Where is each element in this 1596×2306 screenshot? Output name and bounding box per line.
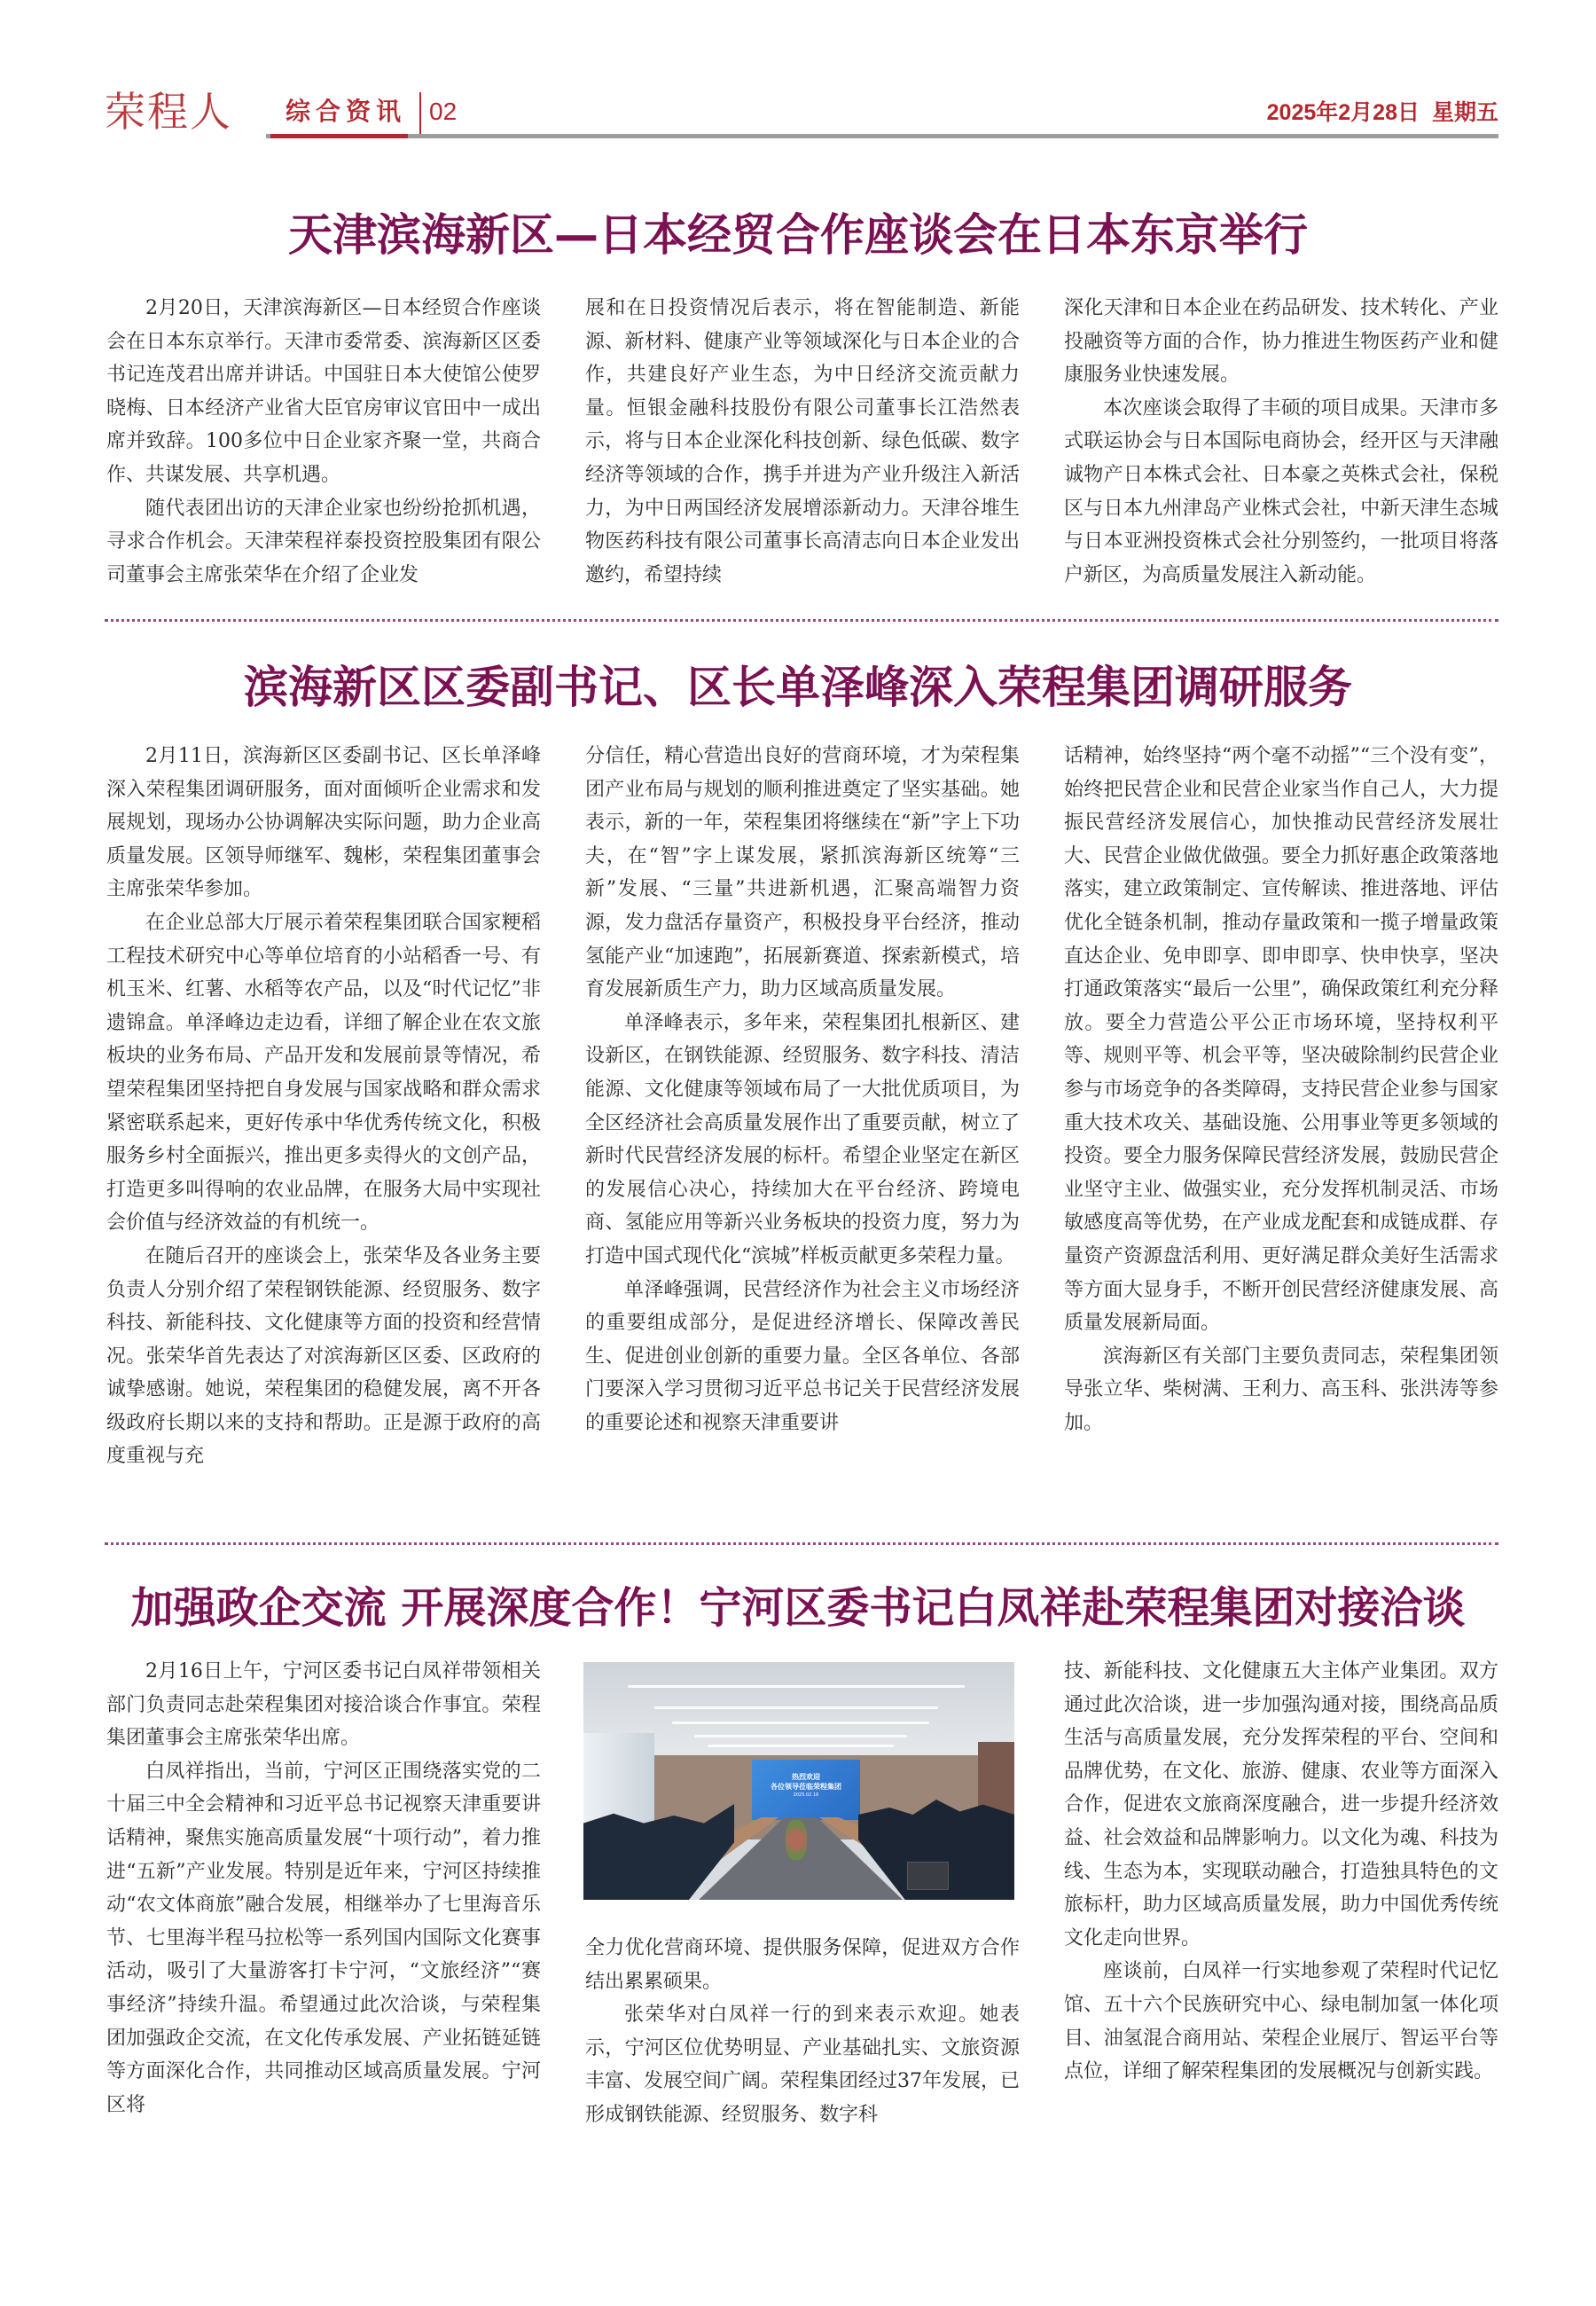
date-text: 2025年2月28日	[1266, 100, 1420, 125]
article-paragraph: 座谈前，白凤祥一行实地参观了荣程时代记忆馆、五十六个民族研究中心、绿电制加氢一体化项目、油氢混合商用站、荣程企业展厅、智运平台等点位，详细了解荣程集团的发展概况与创新实践。	[1064, 1960, 1498, 2083]
article-1-column-2	[585, 292, 1020, 592]
article-paragraph: 深化天津和日本企业在药品研发、技术转化、产业投融资等方面的合作，协力推进生物医药产业和健康服务业快速发展。	[1064, 297, 1498, 387]
article-separator	[105, 1542, 1498, 1545]
article-separator	[105, 619, 1498, 622]
article-paragraph: 全力优化营商环境、提供服务保障，促进双方合作结出累累硕果。	[585, 1937, 1020, 1993]
article-paragraph: 2月16日上午，宁河区委书记白凤祥带领相关部门负责同志赴荣程集团对接洽谈合作事宜。荣程集团董事会主席张荣华出席。	[106, 1660, 541, 1750]
article-paragraph: 话精神，始终坚持“两个毫不动摇”“三个没有变”，始终把民营企业和民营企业家当作自己人，大力提振民营经济发展信心，加快推动民营经济发展壮大、民营企业做优做强。要全力抓好惠企政策落地落实，建立政策制定、宣传解读、推进落地、评估优化全链条机制，推动存量政策和一揽子增量政策直达企业、免申即享、即申即享、快申快享，坚决打通政策落实“最后一公里”，确保政策红利充分释放。要全力营造公平公正市场环境，坚持权利平等、规则平等、机会平等，坚决破除制约民营企业参与市场竞争的各类障碍，支持民营企业参与国家重大技术攻关、基础设施、公用事业等更多领域的投资。要全力服务保障民营经济发展，鼓励民营企业坚守主业、做强实业，充分发挥机制灵活、市场敏感度高等优势，在产业成龙配套和成链成群、存量资产资源盘活利用、更好满足群众美好生活需求等方面大显身手，不断开创民营经济健康发展、高质量发展新局面。	[1064, 745, 1498, 1335]
article-paragraph: 技、新能科技、文化健康五大主体产业集团。双方通过此次洽谈，进一步加强沟通对接，围绕高品质生活与高质量发展，充分发挥荣程的平台、空间和品牌优势，在文化、旅游、健康、农业等方面深入合作，促进农文旅商深度融合，进一步提升经济效益、社会效益和品牌影响力。以文化为魂、科技为线、生态为本，实现联动融合，打造独具特色的文旅标杆，助力区域高质量发展，助力中国优秀传统文化走向世界。	[1064, 1660, 1498, 1949]
issue-date	[1267, 98, 1498, 128]
welcome-screen	[752, 1760, 860, 1820]
article-paragraph: 本次座谈会取得了丰硕的项目成果。天津市多式联运协会与日本国际电商协会，经开区与天津融诚物产日本株式会社、日本豪之英株式会社，保税区与日本九州津岛产业株式会社，中新天津生态城与日本亚洲投资株式会社分别签约，一批项目将落户新区，为高质量发展注入新动能。	[1064, 396, 1498, 586]
article-3-column-3	[1064, 1655, 1498, 2089]
article-paragraph: 在随后召开的座谈会上，张荣华及各业务主要负责人分别介绍了荣程钢铁能源、经贸服务、数字科技、新能科技、文化健康等方面的投资和经营情况。张荣华首先表达了对滨海新区区委、区政府的诚挚感谢。她说，荣程集团的稳健发展，离不开各级政府长期以来的支持和帮助。正是源于政府的高度重视与充	[106, 1244, 541, 1468]
screen-line-2: 各位领导莅临荣程集团	[771, 1783, 841, 1791]
header-divider	[419, 92, 421, 137]
article-paragraph: 张荣华对白凤祥一行的到来表示欢迎。她表示，宁河区位优势明显、产业基础扎实、文旅资源丰富、发展空间广阔。荣程集团经过37年发展，已形成钢铁能源、经贸服务、数字科	[585, 2004, 1020, 2126]
laptop	[907, 1862, 949, 1890]
header-rule	[266, 134, 1498, 138]
weekday-text: 星期五	[1431, 100, 1498, 125]
article-paragraph: 滨海新区有关部门主要负责同志，荣程集团领导张立华、柴树满、王利力、高玉科、张洪涛等参加。	[1064, 1345, 1498, 1434]
article-paragraph: 单泽峰表示，多年来，荣程集团扎根新区、建设新区，在钢铁能源、经贸服务、数字科技、清洁能源、文化健康等领域布局了一大批优质项目，为全区经济社会高质量发展作出了重要贡献，树立了新时代民营经济发展的标杆。希望企业坚定在新区的发展信心决心，持续加大在平台经济、跨境电商、氢能应用等新兴业务板块的投资力度，努力为打造中国式现代化“滨城”样板贡献更多荣程力量。	[585, 1011, 1020, 1267]
article-paragraph: 随代表团出访的天津企业家也纷纷抢抓机遇，寻求合作机会。天津荣程祥泰投资控股集团有限公司董事会主席张荣华在介绍了企业发	[106, 497, 541, 586]
article-paragraph: 2月11日，滨海新区区委副书记、区长单泽峰深入荣程集团调研服务，面对面倾听企业需求和发展规划，现场办公协调解决实际问题，助力企业高质量发展。区领导师继军、魏彬，荣程集团董事会主席张荣华参加。	[106, 745, 541, 901]
ceiling-light	[672, 1722, 929, 1724]
article-paragraph: 分信任，精心营造出良好的营商环境，才为荣程集团产业布局与规划的顺利推进奠定了坚实基础。她表示，新的一年，荣程集团将继续在“新”字上下功夫，在“智”字上谋发展，紧抓滨海新区统筹“三新”发展、“三量”共进新机遇，汇聚高端智力资源，发力盘活存量资产，积极投身平台经济，推动氢能产业“加速跑”，拓展新赛道、探索新模式，培育发展新质生产力，助力区域高质量发展。	[585, 745, 1020, 1001]
header-rule-accent	[270, 134, 408, 138]
article-2-column-3	[1064, 740, 1498, 1439]
article-paragraph: 单泽峰强调，民营经济作为社会主义市场经济的重要组成部分，是促进经济增长、保障改善民生、促进创业创新的重要力量。全区各单位、各部门要深入学习贯彻习近平总书记关于民营经济发展的重要论述和视察天津重要讲	[585, 1278, 1020, 1434]
article-2-headline: 滨海新区区委副书记、区长单泽峰深入荣程集团调研服务	[244, 662, 1352, 713]
article-2-column-1	[106, 740, 541, 1473]
article-3-headline: 加强政企交流 开展深度合作！宁河区委书记白凤祥赴荣程集团对接洽谈	[130, 1583, 1466, 1633]
flower-centerpiece	[786, 1820, 807, 1860]
article-paragraph: 2月20日，天津滨海新区—日本经贸合作座谈会在日本东京举行。天津市委常委、滨海新区区委书记连茂君出席并讲话。中国驻日本大使馆公使罗晓梅、日本经济产业省大臣官房审议官田中一成出席并致辞。100多位中日企业家齐聚一堂，共商合作、共谋发展、共享机遇。	[106, 297, 541, 486]
section-name: 综合资讯	[286, 97, 407, 126]
article-paragraph: 白凤祥指出，当前，宁河区正围绕落实党的二十届三中全会精神和习近平总书记视察天津重要讲话精神，聚焦实施高质量发展“十项行动”，着力推进“五新”产业发展。特别是近年来，宁河区持续推动“农文体商旅”融合发展，相继举办了七里海音乐节、七里海半程马拉松等一系列国内国际文化赛事活动，吸引了大量游客打卡宁河，“文旅经济”“赛事经济”持续升温。希望通过此次洽谈，与荣程集团加强政企交流，在文化传承发展、产业拓链延链等方面深化合作，共同推动区域高质量发展。宁河区将	[106, 1760, 541, 2116]
ceiling-light	[628, 1685, 965, 1688]
meeting-photo	[583, 1662, 1014, 1900]
page-number: 02	[429, 98, 458, 125]
ceiling-light	[694, 1735, 907, 1737]
article-1-column-3	[1064, 292, 1498, 592]
masthead-logo: 荣程人	[105, 88, 232, 136]
screen-date: 2025.02.16	[793, 1792, 819, 1798]
article-2-column-2	[585, 740, 1020, 1439]
article-paragraph: 展和在日投资情况后表示，将在智能制造、新能源、新材料、健康产业等领域深化与日本企业的合作，共建良好产业生态，为中日经济交流贡献力量。恒银金融科技股份有限公司董事长江浩然表示，将与日本企业深化科技创新、绿色低碳、数字经济等领域的合作，携手并进为产业升级注入新活力，为中日两国经济发展增添新动力。天津谷堆生物医药科技有限公司董事长高清志向日本企业发出邀约，希望持续	[585, 297, 1020, 586]
article-3-column-1	[106, 1655, 541, 2122]
screen-line-1: 热烈欢迎	[792, 1773, 820, 1781]
article-1-headline: 天津滨海新区—日本经贸合作座谈会在日本东京举行	[288, 209, 1308, 261]
ceiling-light	[708, 1745, 894, 1747]
article-paragraph: 在企业总部大厅展示着荣程集团联合国家粳稻工程技术研究中心等单位培育的小站稻香一号、有机玉米、红薯、水稻等农产品，以及“时代记忆”非遗锦盒。单泽峰边走边看，详细了解企业在农文旅板块的业务布局、产品开发和发展前景等情况，希望荣程集团坚持把自身发展与国家战略和群众需求紧密联系起来，更好传承中华优秀传统文化，积极服务乡村全面振兴，推出更多卖得火的文创产品，打造更多叫得响的农业品牌，在服务大局中实现社会价值与经济效益的有机统一。	[106, 911, 541, 1235]
article-3-column-2	[585, 1932, 1020, 2132]
article-1-column-1	[106, 292, 541, 592]
ceiling-light	[654, 1706, 938, 1709]
